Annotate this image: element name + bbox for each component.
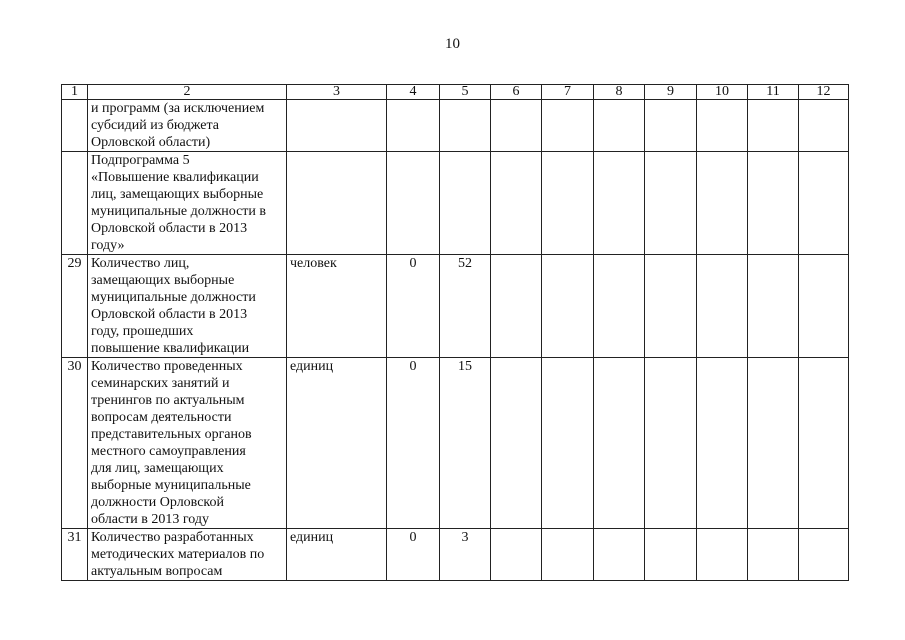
header-cell: 10 bbox=[697, 85, 748, 100]
unit-cell: единиц bbox=[287, 529, 387, 581]
indicator-text-line: замещающих выборные bbox=[91, 273, 235, 288]
empty-cell bbox=[645, 100, 697, 152]
empty-cell bbox=[748, 529, 799, 581]
indicator-text-line: и программ (за исключением bbox=[91, 101, 265, 116]
indicator-text-line: семинарских занятий и bbox=[91, 376, 230, 391]
indicator-name bbox=[88, 358, 287, 529]
indicator-text-line: «Повышение квалификации bbox=[91, 170, 259, 185]
value-col5: 52 bbox=[440, 255, 491, 358]
empty-cell bbox=[645, 255, 697, 358]
empty-cell bbox=[594, 152, 645, 255]
indicator-text-line: вопросам деятельности bbox=[91, 410, 232, 425]
indicator-text-line: повышение квалификации bbox=[91, 341, 250, 356]
indicator-text-line: Орловской области) bbox=[91, 135, 211, 150]
indicator-name bbox=[88, 152, 287, 255]
header-cell: 12 bbox=[799, 85, 849, 100]
empty-cell bbox=[542, 529, 594, 581]
empty-cell bbox=[594, 529, 645, 581]
header-cell: 3 bbox=[287, 85, 387, 100]
indicator-text-line: актуальным вопросам bbox=[91, 564, 223, 579]
table-row bbox=[62, 529, 849, 581]
indicator-text-line: Орловской области в 2013 bbox=[91, 307, 248, 322]
empty-cell bbox=[491, 529, 542, 581]
value-col4: 0 bbox=[387, 255, 440, 358]
column-number-row bbox=[62, 85, 849, 100]
unit-cell bbox=[287, 100, 387, 152]
header-cell: 6 bbox=[491, 85, 542, 100]
header-cell: 5 bbox=[440, 85, 491, 100]
indicator-text-line: муниципальные должности bbox=[91, 290, 256, 305]
value-col4: 0 bbox=[387, 358, 440, 529]
value-col4 bbox=[387, 100, 440, 152]
indicator-text-line: местного самоуправления bbox=[91, 444, 246, 459]
header-cell: 8 bbox=[594, 85, 645, 100]
indicator-text-line: должности Орловской bbox=[91, 495, 224, 510]
empty-cell bbox=[697, 529, 748, 581]
empty-cell bbox=[542, 255, 594, 358]
unit-cell: единиц bbox=[287, 358, 387, 529]
empty-cell bbox=[697, 358, 748, 529]
row-number bbox=[62, 152, 88, 255]
indicator-name bbox=[88, 255, 287, 358]
row-number: 30 bbox=[62, 358, 88, 529]
table-row bbox=[62, 358, 849, 529]
indicator-name bbox=[88, 100, 287, 152]
indicator-text-line: лиц, замещающих выборные bbox=[91, 187, 264, 202]
empty-cell bbox=[542, 152, 594, 255]
empty-cell bbox=[697, 100, 748, 152]
indicator-text-line: тренингов по актуальным bbox=[91, 393, 245, 408]
value-col4 bbox=[387, 152, 440, 255]
empty-cell bbox=[697, 255, 748, 358]
empty-cell bbox=[542, 358, 594, 529]
indicator-name bbox=[88, 529, 287, 581]
page-number: 10 bbox=[445, 36, 460, 52]
indicator-text-line: Количество проведенных bbox=[91, 359, 243, 374]
indicator-text-line: субсидий из бюджета bbox=[91, 118, 220, 133]
indicator-text-line: году» bbox=[91, 238, 125, 253]
row-number: 31 bbox=[62, 529, 88, 581]
value-col5 bbox=[440, 152, 491, 255]
empty-cell bbox=[799, 152, 849, 255]
empty-cell bbox=[799, 100, 849, 152]
empty-cell bbox=[491, 255, 542, 358]
unit-cell bbox=[287, 152, 387, 255]
empty-cell bbox=[697, 152, 748, 255]
empty-cell bbox=[491, 100, 542, 152]
value-col5: 3 bbox=[440, 529, 491, 581]
indicator-text-line: году, прошедших bbox=[91, 324, 194, 339]
empty-cell bbox=[748, 358, 799, 529]
table-row bbox=[62, 255, 849, 358]
value-col4: 0 bbox=[387, 529, 440, 581]
indicators-table bbox=[61, 84, 849, 581]
row-number: 29 bbox=[62, 255, 88, 358]
header-cell: 11 bbox=[748, 85, 799, 100]
indicator-text-line: выборные муниципальные bbox=[91, 478, 251, 493]
empty-cell bbox=[748, 152, 799, 255]
value-col5 bbox=[440, 100, 491, 152]
empty-cell bbox=[491, 358, 542, 529]
indicator-text-line: для лиц, замещающих bbox=[91, 461, 224, 476]
indicator-text-line: методических материалов по bbox=[91, 547, 265, 562]
value-col5: 15 bbox=[440, 358, 491, 529]
indicator-text-line: представительных органов bbox=[91, 427, 252, 442]
indicator-text-line: области в 2013 году bbox=[91, 512, 210, 527]
row-number bbox=[62, 100, 88, 152]
indicator-text-line: Подпрограмма 5 bbox=[91, 153, 190, 168]
empty-cell bbox=[748, 255, 799, 358]
empty-cell bbox=[542, 100, 594, 152]
table-row bbox=[62, 100, 849, 152]
unit-cell: человек bbox=[287, 255, 387, 358]
indicator-text-line: муниципальные должности в bbox=[91, 204, 267, 219]
empty-cell bbox=[594, 255, 645, 358]
header-cell: 7 bbox=[542, 85, 594, 100]
empty-cell bbox=[645, 529, 697, 581]
empty-cell bbox=[491, 152, 542, 255]
empty-cell bbox=[748, 100, 799, 152]
empty-cell bbox=[594, 100, 645, 152]
indicator-text-line: Орловской области в 2013 bbox=[91, 221, 248, 236]
header-cell: 1 bbox=[62, 85, 88, 100]
indicator-text-line: Количество лиц, bbox=[91, 256, 190, 271]
header-cell: 9 bbox=[645, 85, 697, 100]
empty-cell bbox=[594, 358, 645, 529]
empty-cell bbox=[645, 358, 697, 529]
table-row bbox=[62, 152, 849, 255]
empty-cell bbox=[799, 358, 849, 529]
empty-cell bbox=[799, 529, 849, 581]
indicator-text-line: Количество разработанных bbox=[91, 530, 254, 545]
empty-cell bbox=[645, 152, 697, 255]
empty-cell bbox=[799, 255, 849, 358]
header-cell: 4 bbox=[387, 85, 440, 100]
header-cell: 2 bbox=[88, 85, 287, 100]
